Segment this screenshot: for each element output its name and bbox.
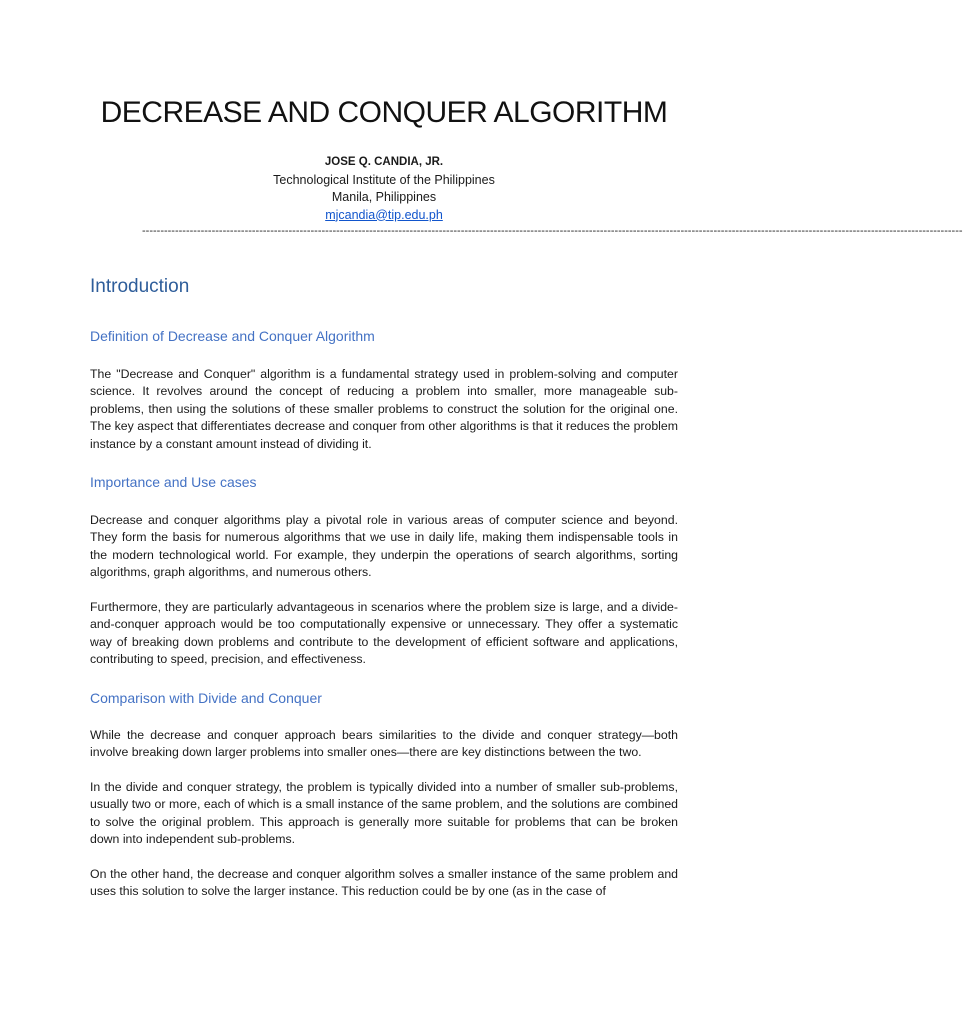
document-title: DECREASE AND CONQUER ALGORITHM: [100, 96, 668, 129]
author-block: [0, 154, 768, 224]
author-name: JOSE Q. CANDIA, JR.: [324, 156, 444, 168]
paragraph-comparison-3: On the other hand, the decrease and conquer algorithm solves a smaller instance of the same problem and uses this solution to solve the larger instance. This reduction could be by one (as in the case of: [90, 867, 678, 899]
header-divider: --------------------------------------------------------------------------------------------------------------------------------------------------------------------------------------------------------------------------------: [142, 225, 963, 237]
paragraph-comparison-1: While the decrease and conquer approach bears similarities to the divide and conquer strategy—both involve breaking down larger problems into smaller ones—there are key distinctions between the two.: [90, 728, 678, 760]
paragraph-definition: The "Decrease and Conquer" algorithm is a fundamental strategy used in problem-solving and computer science. It revolves around the concept of reducing a problem into smaller, more manageable sub-problems, then using the solutions of these smaller problems to construct the solution for the original one. The key aspect that differentiates decrease and conquer from other algorithms is that it reduces the problem instance by a constant amount instead of dividing it.: [90, 367, 678, 451]
paragraph-comparison-2: In the divide and conquer strategy, the problem is typically divided into a number of smaller sub-problems, usually two or more, each of which is a small instance of the same problem, and the solutions are combined to solve the original problem. This approach is generally more suitable for problems that can be broken down into independent sub-problems.: [90, 780, 678, 847]
section-heading-introduction: Introduction: [90, 276, 190, 297]
author-email-link[interactable]: mjcandia@tip.edu.ph: [325, 207, 443, 222]
subheading-comparison: Comparison with Divide and Conquer: [90, 690, 322, 706]
author-location: Manila, Philippines: [331, 190, 437, 204]
subheading-importance: Importance and Use cases: [90, 474, 257, 490]
paragraph-importance-1: Decrease and conquer algorithms play a pivotal role in various areas of computer science and beyond. They form the basis for numerous algorithms that we use in daily life, making them indispensable tools in the modern technological world. For example, they underpin the operations of search algorithms, sorting algorithms, graph algorithms, and numerous others.: [90, 513, 678, 580]
author-institution: Technological Institute of the Philippines: [273, 172, 495, 187]
subheading-definition: Definition of Decrease and Conquer Algorithm: [90, 328, 375, 344]
paragraph-importance-2: Furthermore, they are particularly advantageous in scenarios where the problem size is large, and a divide-and-conquer approach would be too computationally expensive or unnecessary. They offer a systematic way of breaking down problems and contribute to the development of efficient software and applications, contributing to speed, precision, and effectiveness.: [90, 600, 678, 667]
